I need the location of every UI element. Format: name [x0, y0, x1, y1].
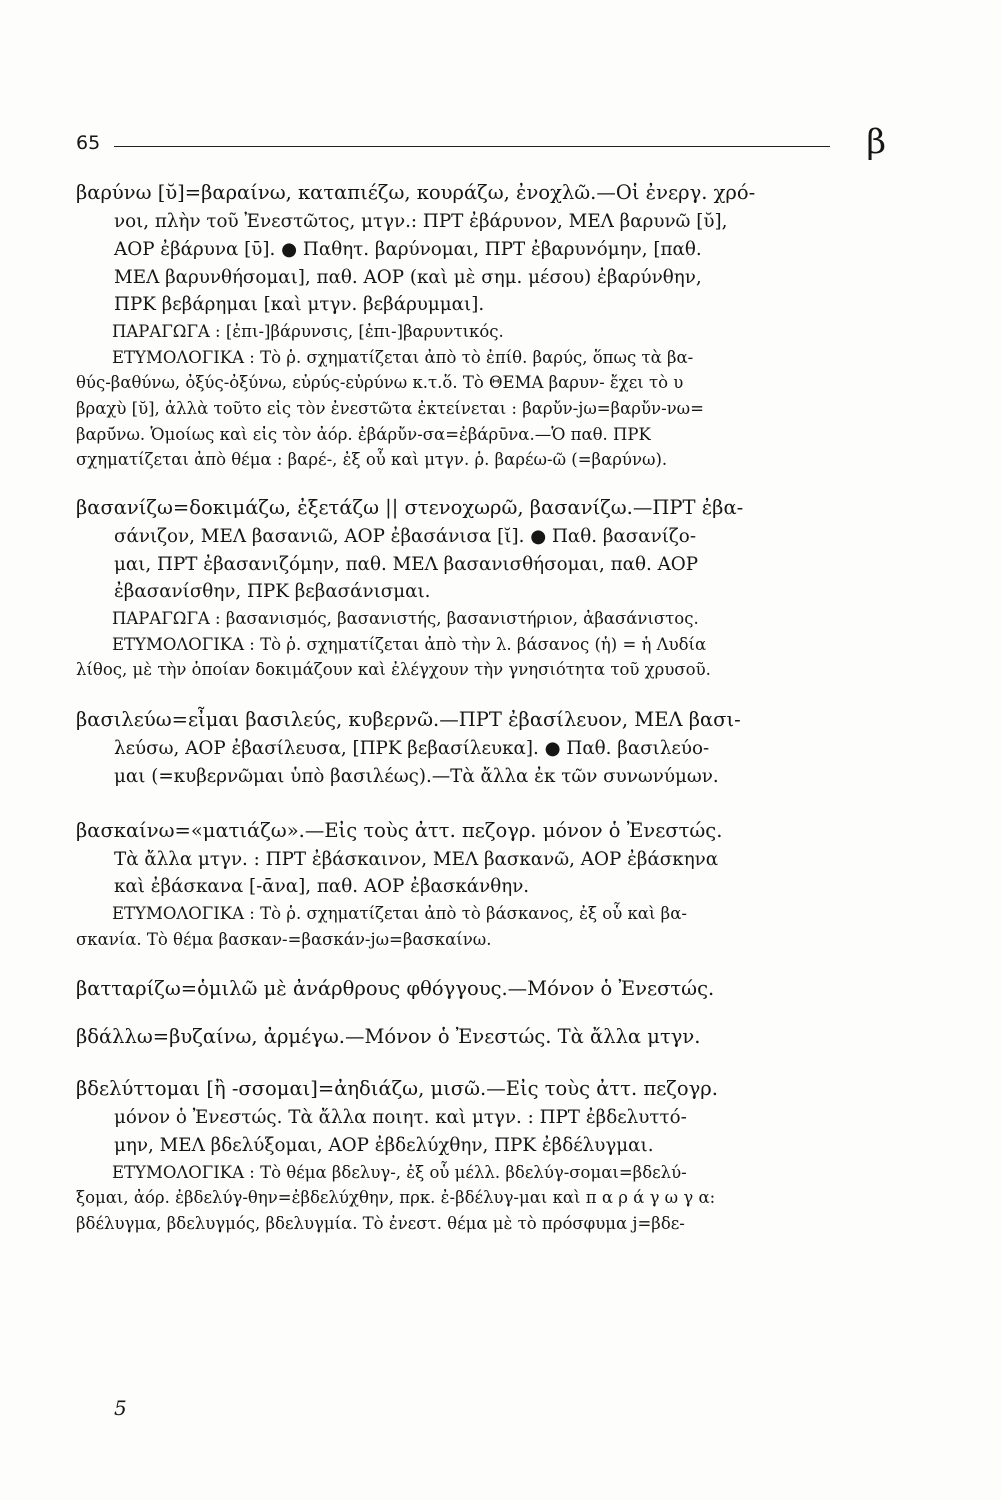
entry-line: ΑΟΡ ἐβάρυνα [ῡ]. ● Παθητ. βαρύνομαι, ΠΡΤ ἐβαρυνόμην, [παθ. [114, 238, 702, 260]
entry-line: σάνιζον, ΜΕΛ βασανιῶ, ΑΟΡ ἐβασάνισα [ῐ]. ● Παθ. βασανίζο- [114, 525, 696, 547]
entry-line: λεύσω, ΑΟΡ ἐβασίλευσα, [ΠΡΚ βεβασίλευκα]. ● Παθ. βασιλεύο- [114, 737, 710, 759]
etymology-line: βδέλυγμα, βδελυγμός, βδελυγμία. Τὸ ἐνεστ. θέμα μὲ τὸ πρόσφυμα j=βδε- [76, 1214, 685, 1234]
entry-line: ΜΕΛ βαρυνθήσομαι], παθ. ΑΟΡ (καὶ μὲ σημ. μέσου) ἐβαρύνθην, [114, 266, 702, 288]
entry-headline: βασιλεύω=εἶμαι βασιλεύς, κυβερνῶ.—ΠΡΤ ἐβασίλευον, ΜΕΛ βασι- [76, 707, 741, 731]
entry-battarizo [76, 974, 886, 1004]
header-rule [114, 146, 830, 147]
entry-headline: βδάλλω=βυζαίνω, ἀρμέγω.—Μόνον ὁ Ἐνεστώς. Τὰ ἄλλα μτγν. [76, 1025, 701, 1049]
entry-line: Τὰ ἄλλα μτγν. : ΠΡΤ ἐβάσκαινον, ΜΕΛ βασκανῶ, ΑΟΡ ἐβάσκηνα [114, 848, 719, 870]
etymology-line: λίθος, μὲ τὴν ὁποίαν δοκιμάζουν καὶ ἐλέγχουν τὴν γνησιότητα τοῦ χρυσοῦ. [76, 660, 711, 680]
entry-bdelyttomai [76, 1074, 886, 1236]
entry-bdallo [76, 1022, 886, 1052]
section-letter: β [866, 122, 886, 162]
etymology-line: ΕΤΥΜΟΛΟΓΙΚΑ : Τὸ ῥ. σχηματίζεται ἀπὸ τὴν λ. βάσανος (ἡ) = ἡ Λυδία [112, 634, 707, 654]
page-header [76, 122, 886, 166]
entry-line: ΠΡΚ βεβάρημαι [καὶ μτγν. βεβάρυμμαι]. [114, 294, 485, 316]
entry-line: μην, ΜΕΛ βδελύξομαι, ΑΟΡ ἐβδελύχθην, ΠΡΚ ἐβδέλυγμαι. [114, 1135, 654, 1157]
entry-line: νοι, πλὴν τοῦ Ἐνεστῶτος, μτγν.: ΠΡΤ ἐβάρυνον, ΜΕΛ βαρυνῶ [ῠ], [114, 211, 728, 232]
etymology-line: ΕΤΥΜΟΛΟΓΙΚΑ : Τὸ ῥ. σχηματίζεται ἀπὸ τὸ βάσκανος, ἐξ οὗ καὶ βα- [112, 904, 687, 924]
printer-signature-mark: 5 [114, 1396, 127, 1420]
etymology-line: θύς-βαθύνω, ὀξύς-ὀξύνω, εὐρύς-εὐρύνω κ.τ.ὅ. Τὸ ΘΕΜΑ βαρυν- ἔχει τὸ υ [76, 373, 684, 393]
entry-line: μαι (=κυβερνῶμαι ὑπὸ βασιλέως).—Τὰ ἄλλα ἐκ τῶν συνωνύμων. [114, 765, 719, 787]
entry-headline: βδελύττομαι [ἢ -σσομαι]=ἀηδιάζω, μισῶ.—Εἰς τοὺς ἀττ. πεζογρ. [76, 1077, 718, 1101]
entry-baryno [76, 178, 886, 473]
derivatives-line: ΠΑΡΑΓΩΓΑ : βασανισμός, βασανιστής, βασανιστήριον, ἀβασάνιστος. [112, 609, 699, 629]
entry-basileuo [76, 705, 886, 791]
dictionary-entries [76, 178, 886, 1237]
etymology-line: σχηματίζεται ἀπὸ θέμα : βαρέ-, ἐξ οὗ καὶ μτγν. ῥ. βαρέω-ῶ (=βαρύνω). [76, 450, 668, 470]
entry-basanizo [76, 493, 886, 683]
etymology-line: ξομαι, ἀόρ. ἐβδελύγ-θην=ἐβδελύχθην, πρκ. ἐ-βδέλυγ-μαι καὶ π α ρ ά γ ω γ α: [76, 1188, 716, 1208]
etymology-line: βραχὺ [ῠ], ἀλλὰ τοῦτο εἰς τὸν ἐνεστῶτα ἐκτείνεται : βαρὔν-jω=βαρὔν-νω= [76, 398, 704, 418]
page-number: 65 [76, 132, 101, 154]
etymology-line: βαρῡ́νω. Ὁμοίως καὶ εἰς τὸν ἀόρ. ἐβάρὔν-σα=ἐβάρῡνα.—Ὁ παθ. ΠΡΚ [76, 424, 651, 444]
entry-baskaino [76, 816, 886, 953]
entry-line: μόνον ὁ Ἐνεστώς. Τὰ ἄλλα ποιητ. καὶ μτγν. : ΠΡΤ ἐβδελυττό- [114, 1107, 687, 1129]
entry-line: καὶ ἐβάσκανα [-ᾱνα], παθ. ΑΟΡ ἐβασκάνθην. [114, 876, 530, 898]
etymology-line: ΕΤΥΜΟΛΟΓΙΚΑ : Τὸ θέμα βδελυγ-, ἐξ οὗ μέλλ. βδελύγ-σομαι=βδελύ- [112, 1162, 687, 1182]
entry-headline: βασκαίνω=«ματιάζω».—Εἰς τοὺς ἀττ. πεζογρ. μόνον ὁ Ἐνεστώς. [76, 818, 723, 842]
etymology-line: σκανία. Τὸ θέμα βασκαν-=βασκάν-jω=βασκαίνω. [76, 929, 492, 949]
entry-headline: βαρύνω [ῠ]=βαραίνω, καταπιέζω, κουράζω, ἐνοχλῶ.—Οἱ ἐνεργ. χρό- [76, 181, 756, 204]
entry-line: ἐβασανίσθην, ΠΡΚ βεβασάνισμαι. [114, 581, 431, 603]
derivatives-line: ΠΑΡΑΓΩΓΑ : [ἐπι-]βάρυνσις, [ἐπι-]βαρυντικός. [112, 322, 504, 342]
etymology-line: ΕΤΥΜΟΛΟΓΙΚΑ : Τὸ ῥ. σχηματίζεται ἀπὸ τὸ ἐπίθ. βαρύς, ὅπως τὰ βα- [112, 347, 694, 367]
entry-headline: βατταρίζω=ὁμιλῶ μὲ ἀνάρθρους φθόγγους.—Μόνον ὁ Ἐνεστώς. [76, 977, 715, 1001]
entry-headline: βασανίζω=δοκιμάζω, ἐξετάζω || στενοχωρῶ, βασανίζω.—ΠΡΤ ἐβα- [76, 495, 744, 519]
entry-line: μαι, ΠΡΤ ἐβασανιζόμην, παθ. ΜΕΛ βασανισθήσομαι, παθ. ΑΟΡ [114, 553, 699, 575]
